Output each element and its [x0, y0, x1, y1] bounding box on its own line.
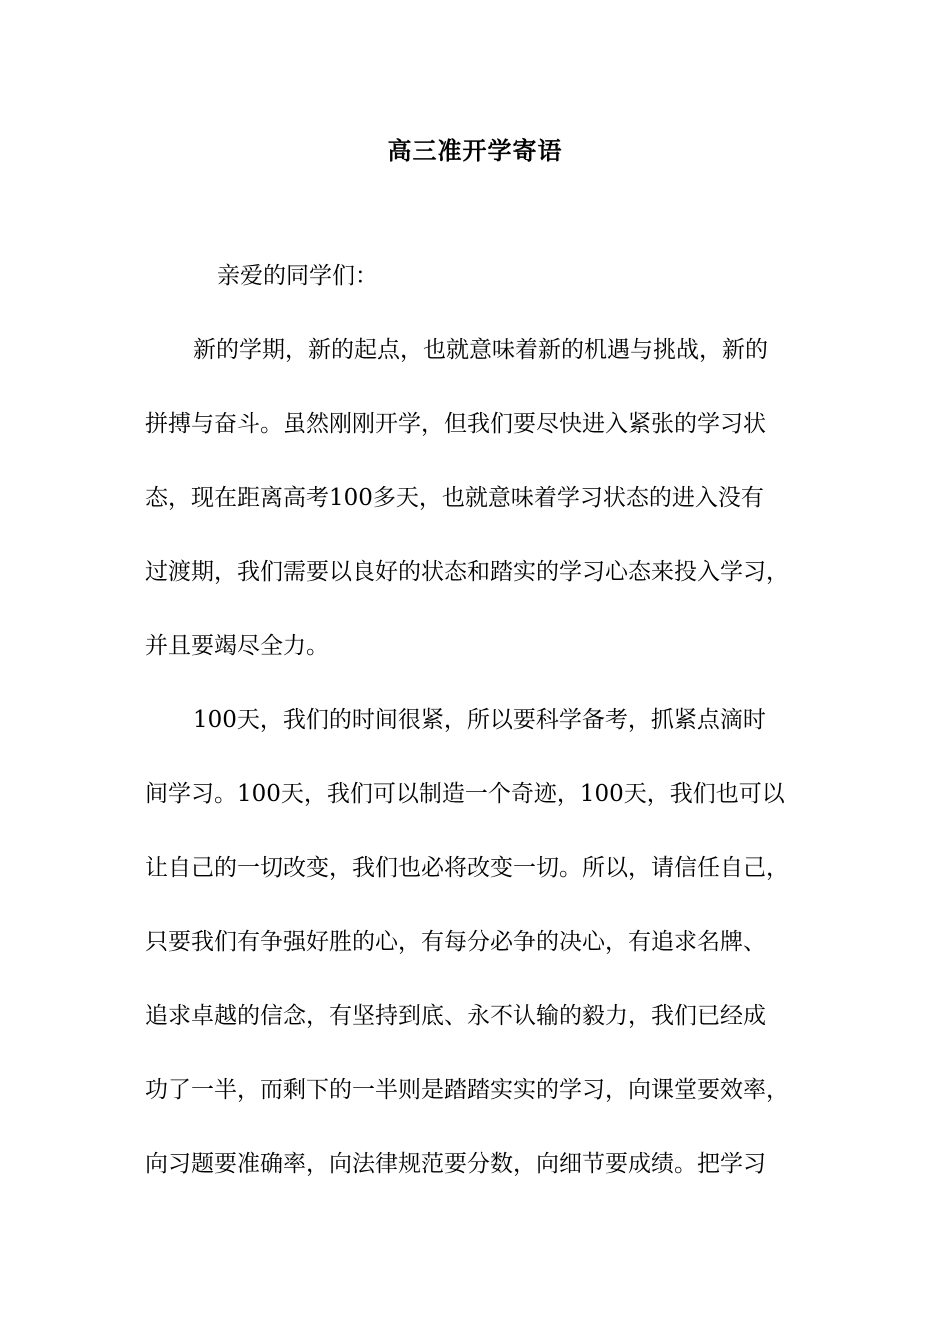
paragraph-line: 功了一半，而剩下的一半则是踏踏实实的学习，向课堂要效率， [145, 1077, 789, 1103]
paragraph-line: 只要我们有争强好胜的心，有每分必争的决心，有追求名牌、 [145, 929, 766, 955]
paragraph-line: 拼搏与奋斗。虽然刚刚开学，但我们要尽快进入紧张的学习状 [145, 411, 766, 437]
paragraph-line: 态，现在距离高考100多天，也就意味着学习状态的进入没有 [145, 485, 764, 511]
document-title: 高三准开学寄语 [387, 136, 563, 165]
greeting-line: 亲爱的同学们： [217, 263, 378, 289]
paragraph-line: 100天，我们的时间很紧，所以要科学备考，抓紧点滴时 [193, 707, 766, 733]
paragraph-line: 向习题要准确率，向法律规范要分数，向细节要成绩。把学习 [145, 1151, 766, 1177]
paragraph-line: 新的学期，新的起点，也就意味着新的机遇与挑战，新的 [193, 337, 768, 363]
paragraph-line: 追求卓越的信念，有坚持到底、永不认输的毅力，我们已经成 [145, 1003, 766, 1029]
paragraph-line: 间学习。100天，我们可以制造一个奇迹，100天，我们也可以 [145, 781, 785, 807]
paragraph-line: 过渡期，我们需要以良好的状态和踏实的学习心态来投入学习， [145, 559, 789, 585]
paragraph-line: 让自己的一切改变，我们也必将改变一切。所以，请信任自己， [145, 855, 789, 881]
document-body [145, 256, 817, 1218]
paragraph-line: 并且要竭尽全力。 [145, 633, 329, 659]
